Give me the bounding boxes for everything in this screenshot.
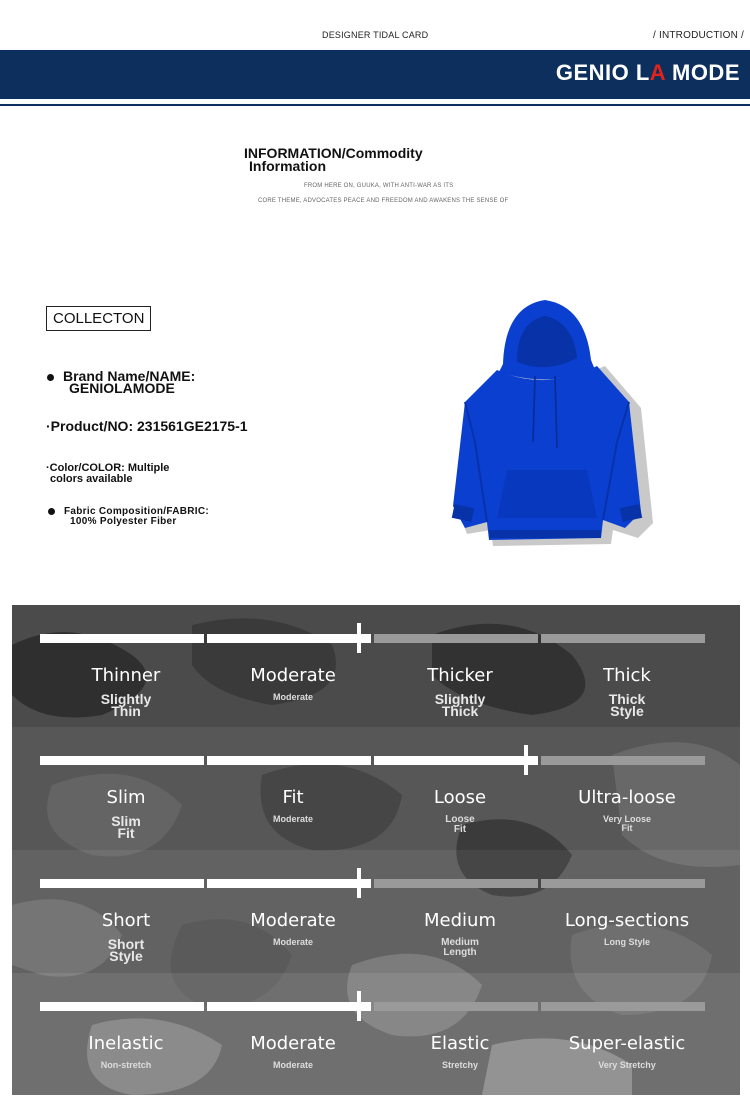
scale-segment	[541, 879, 705, 888]
scale-elasticity	[12, 973, 740, 1095]
scale-level-marker	[357, 991, 361, 1021]
bullet-icon	[47, 374, 54, 381]
scale-option-sublabel: Medium Length	[441, 937, 479, 958]
info-subtitle-line2: CORE THEME, ADVOCATES PEACE AND FREEDOM AND AWAKENS THE SENSE OF	[258, 198, 509, 204]
scale-segment	[374, 756, 538, 765]
scale-option-sublabel: Non-stretch	[100, 1060, 152, 1070]
attribute-chart	[12, 605, 740, 1095]
scale-option-sublabel: Slim Fit	[111, 813, 141, 841]
scale-length	[12, 850, 740, 972]
scale-segment	[40, 1002, 204, 1011]
scale-option-sublabel: Loose Fit	[445, 814, 475, 835]
scale-fit	[12, 727, 740, 849]
scale-level-marker	[357, 623, 361, 653]
scale-option-label: Long-sections	[564, 910, 690, 931]
scale-option-label: Fit	[282, 787, 304, 808]
scale-option-label: Inelastic	[88, 1033, 164, 1054]
scale-option-sublabel: Slightly Thick	[434, 691, 486, 719]
brand-banner	[0, 50, 750, 99]
scale-option-sublabel: Very Loose Fit	[602, 814, 652, 833]
scale-option-label: Elastic	[430, 1033, 490, 1054]
bullet-icon	[48, 508, 55, 515]
scale-option-label: Super-elastic	[568, 1033, 686, 1054]
spec-product-no: ·Product/NO: 231561GE2175-1	[46, 418, 248, 434]
scale-level-marker	[357, 868, 361, 898]
scale-option-sublabel: Thick Style	[608, 691, 646, 719]
scale-segment	[207, 1002, 371, 1011]
scale-segment	[40, 756, 204, 765]
scale-segment	[541, 634, 705, 643]
scale-option-sublabel: Short Style	[107, 936, 145, 964]
scale-level-marker	[524, 745, 528, 775]
info-subtitle-line1: FROM HERE ON, GUUKA, WITH ANTI-WAR AS ITS	[304, 183, 454, 189]
header-section-label: / INTRODUCTION /	[653, 30, 744, 41]
scale-option-label: Loose	[433, 787, 487, 808]
scale-option-sublabel: Moderate	[272, 1060, 313, 1070]
scale-segment	[207, 756, 371, 765]
scale-option-sublabel: Stretchy	[441, 1060, 478, 1070]
scale-option-sublabel: Moderate	[272, 692, 313, 702]
scale-option-label: Ultra-loose	[578, 787, 676, 808]
header-divider	[0, 104, 750, 106]
scale-option-sublabel: Slightly Thin	[100, 691, 152, 719]
scale-option-label: Slim	[106, 787, 146, 808]
spec-color: ·Color/COLOR: Multiple colors available	[46, 462, 170, 485]
info-title: INFORMATION/Commodity Information	[244, 145, 423, 174]
scale-option-label: Moderate	[250, 665, 336, 686]
hoodie-image	[445, 292, 655, 552]
scale-option-sublabel: Long Style	[603, 937, 650, 947]
collection-label: COLLECTON	[46, 306, 151, 331]
scale-option-label: Short	[101, 910, 151, 931]
scale-segment	[374, 879, 538, 888]
scale-option-label: Thinner	[91, 665, 161, 686]
scale-option-sublabel: Very Stretchy	[598, 1060, 656, 1070]
scale-option-sublabel: Moderate	[272, 937, 313, 947]
scale-option-sublabel: Moderate	[272, 814, 313, 824]
scale-segment	[541, 1002, 705, 1011]
scale-option-label: Medium	[424, 910, 496, 931]
scale-segment	[40, 879, 204, 888]
scale-option-label: Moderate	[250, 910, 336, 931]
header-caption: DESIGNER TIDAL CARD	[322, 30, 429, 40]
scale-segment	[541, 756, 705, 765]
scale-segment	[374, 634, 538, 643]
scale-option-label: Thicker	[427, 665, 493, 686]
brand-logo: GENIO LA MODE	[555, 60, 740, 85]
scale-thickness	[12, 605, 740, 727]
scale-segment	[207, 879, 371, 888]
spec-fabric: Fabric Composition/FABRIC: 100% Polyester Fiber	[48, 507, 209, 527]
scale-option-label: Moderate	[250, 1033, 336, 1054]
spec-brand: Brand Name/NAME: GENIOLAMODE	[47, 370, 195, 394]
scale-segment	[207, 634, 371, 643]
scale-option-label: Thick	[603, 665, 651, 686]
scale-segment	[374, 1002, 538, 1011]
scale-segment	[40, 634, 204, 643]
